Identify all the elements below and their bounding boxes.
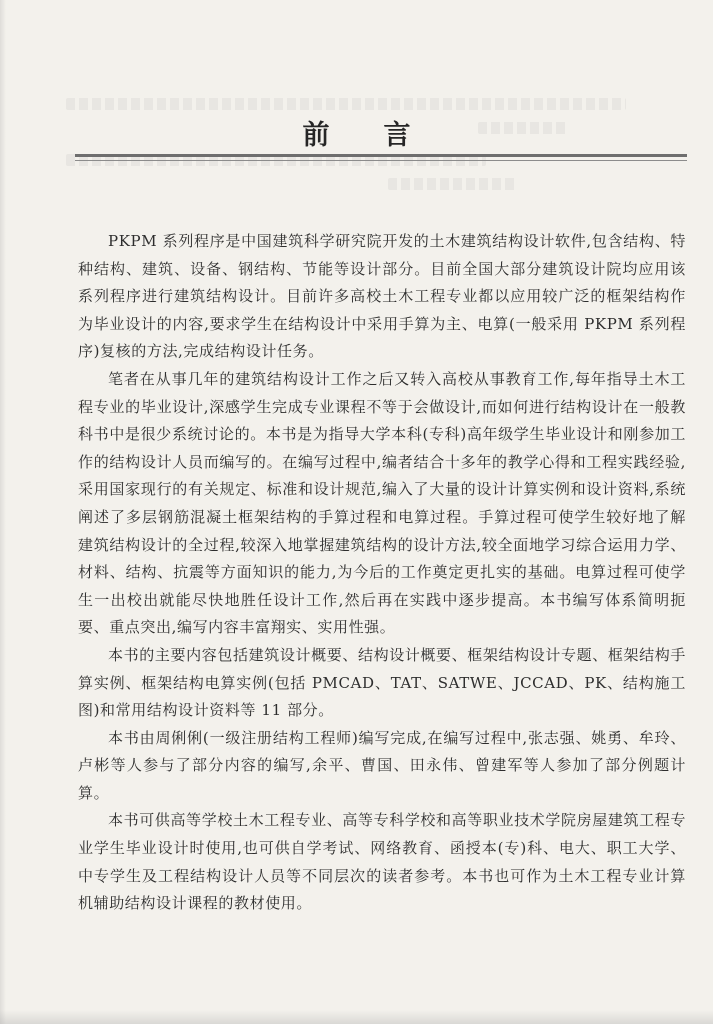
title-rule-thick bbox=[75, 154, 687, 157]
paragraph-purpose: 笔者在从事几年的建筑结构设计工作之后又转入高校从事教育工作,每年指导土木工程专业的毕业设计,深感学生完成专业课程不等于会做设计,而如何进行结构设计在一般教科书中是很少系统讨论的。本书是为指导大学本科(专科)高年级学生毕业设计和刚参加工作的结构设计人员而编写的。在编写过程中,编者结合十多年的教学心得和工程实践经验,采用国家现行的有关规定、标准和设计规范,编入了大量的设计计算实例和设计资料,系统阐述了多层钢筋混凝土框架结构的手算过程和电算过程。手算过程可使学生较好地了解建筑结构设计的全过程,较深入地掌握建筑结构的设计方法,较全面地学习综合运用力学、材料、结构、抗震等方面知识的能力,为今后的工作奠定更扎实的基础。电算过程可使学生一出校出就能尽快地胜任设计工作,然后再在实践中逐步提高。本书编写体系简明扼要、重点突出,编写内容丰富翔实、实用性强。 bbox=[78, 369, 686, 637]
title-rule-thin bbox=[75, 160, 687, 161]
paragraph-audience: 本书可供高等学校土木工程专业、高等专科学校和高等职业技术学院房屋建筑工程专业学生毕业设计时使用,也可供自学考试、网络教育、函授本(专)科、电大、职工大学、中专学生及工程结构设计人员等不同层次的读者参考。本书也可作为土木工程专业计算机辅助结构设计课程的教材使用。 bbox=[78, 811, 686, 913]
page-title: 前言 bbox=[302, 120, 465, 151]
paragraph-contents: 本书的主要内容包括建筑设计概要、结构设计概要、框架结构设计专题、框架结构手算实例、框架结构电算实例(包括 PMCAD、TAT、SATWE、JCCAD、PK、结构施工图)和常用结构设计资料等 11 部分。 bbox=[78, 645, 686, 720]
preface-body bbox=[78, 228, 686, 918]
paragraph-intro: PKPM 系列程序是中国建筑科学研究院开发的土木建筑结构设计软件,包含结构、特种结构、建筑、设备、钢结构、节能等设计部分。目前全国大部分建筑设计院均应用该系列程序进行建筑结构设计。目前许多高校土木工程专业都以应用较广泛的框架结构作为毕业设计的内容,要求学生在结构设计中采用手算为主、电算(一般采用 PKPM 系列程序)复核的方法,完成结构设计任务。 bbox=[78, 232, 686, 361]
paragraph-authors: 本书由周俐俐(一级注册结构工程师)编写完成,在编写过程中,张志强、姚勇、牟玲、卢彬等人参与了部分内容的编写,余平、曹国、田永伟、曾建军等人参加了部分例题计算。 bbox=[78, 728, 686, 802]
page-edge-shadow bbox=[0, 0, 6, 1024]
page-bottom-shadow bbox=[0, 1010, 713, 1024]
